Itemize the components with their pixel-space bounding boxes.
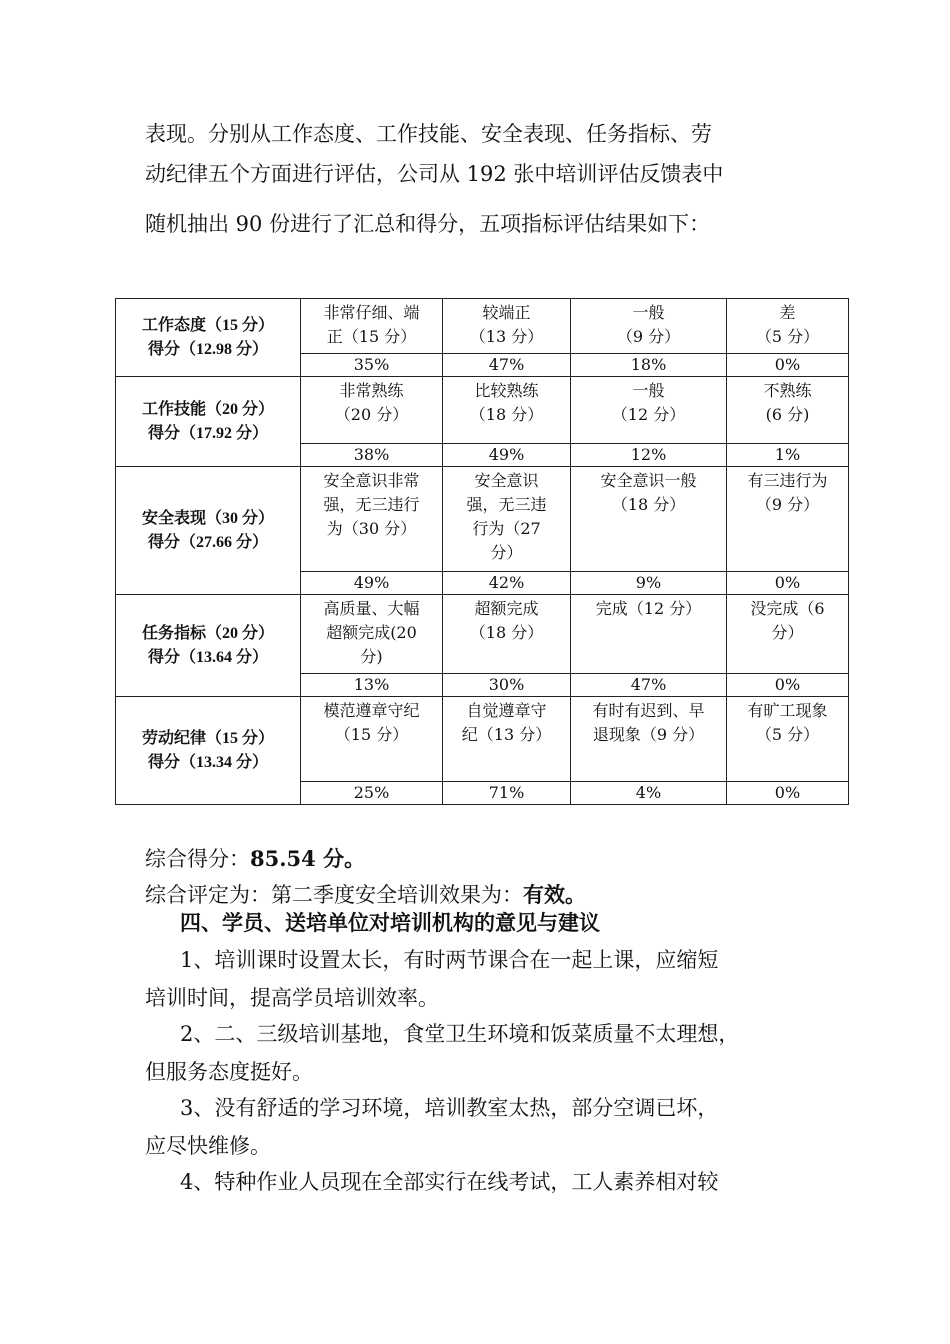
table-row — [116, 467, 849, 572]
option-text: 完成（12 分） — [595, 599, 702, 618]
total-score-label: 综合得分： — [145, 847, 250, 871]
percentage-cell: 25% — [301, 782, 443, 805]
percentage-cell: 18% — [571, 354, 727, 377]
option-text: 安全意识一般 — [600, 471, 697, 490]
option-text: （18 分） — [469, 623, 544, 642]
option-text: 安全意识 — [474, 471, 539, 490]
category-name: 劳动纪律（15 分） — [141, 729, 274, 747]
option-text: 较端正 — [482, 303, 531, 322]
option-text: 有时有迟到、早 — [592, 701, 705, 720]
option-text: 分） — [771, 623, 804, 642]
option-text: 有旷工现象 — [747, 701, 828, 720]
category-cell — [116, 595, 301, 697]
percentage-cell: 0% — [727, 354, 849, 377]
option-cell — [301, 299, 443, 354]
table-row — [116, 595, 849, 674]
category-score: 得分（12.98 分） — [147, 340, 268, 358]
option-text: 非常仔细、端 — [323, 303, 420, 322]
option-text: （5 分） — [755, 725, 820, 744]
suggestion-3-line-2: 应尽快维修。 — [145, 1134, 271, 1158]
option-text: （15 分） — [334, 725, 409, 744]
category-score: 得分（13.64 分） — [147, 648, 268, 666]
suggestion-1-line-2: 培训时间，提高学员培训效率。 — [145, 986, 439, 1010]
option-text: 高质量、大幅 — [323, 599, 420, 618]
percentage-cell: 42% — [443, 572, 571, 595]
option-cell — [301, 697, 443, 782]
option-cell — [301, 595, 443, 674]
section-heading: 四、学员、送培单位对培训机构的意见与建议 — [180, 910, 600, 935]
category-name: 工作态度（15 分） — [141, 316, 274, 334]
option-cell — [571, 467, 727, 572]
option-text: 正（15 分） — [326, 327, 417, 346]
option-text: （18 分） — [469, 405, 544, 424]
option-cell — [571, 697, 727, 782]
option-cell — [301, 377, 443, 444]
option-text: 为（30 分） — [326, 519, 417, 538]
percentage-cell: 71% — [443, 782, 571, 805]
option-text: 超额完成 — [474, 599, 539, 618]
category-score: 得分（27.66 分） — [147, 533, 268, 551]
option-cell — [571, 299, 727, 354]
category-cell — [116, 697, 301, 805]
option-cell — [727, 377, 849, 444]
intro-line-3: 随机抽出 90 份进行了汇总和得分，五项指标评估结果如下： — [145, 212, 711, 236]
overall-evaluation-value: 有效。 — [523, 882, 586, 907]
category-name: 工作技能（20 分） — [141, 400, 274, 418]
option-text: 没完成（6 — [750, 599, 825, 618]
option-text: 自觉遵章守 — [466, 701, 547, 720]
percentage-cell: 47% — [571, 674, 727, 697]
percentage-cell: 0% — [727, 572, 849, 595]
total-score — [145, 848, 825, 870]
percentage-cell: 0% — [727, 782, 849, 805]
percentage-cell: 49% — [301, 572, 443, 595]
intro-line-1: 表现。分别从工作态度、工作技能、安全表现、任务指标、劳 — [145, 122, 712, 146]
option-cell — [727, 467, 849, 572]
suggestion-2-line-1: 2、二、三级培训基地，食堂卫生环境和饭菜质量不太理想， — [180, 1022, 740, 1046]
option-text: （9 分） — [616, 327, 681, 346]
option-cell — [727, 299, 849, 354]
percentage-cell: 12% — [571, 444, 727, 467]
category-score: 得分（13.34 分） — [147, 753, 268, 771]
option-text: （20 分） — [334, 405, 409, 424]
option-text: 行为（27 — [472, 519, 541, 538]
percentage-cell: 4% — [571, 782, 727, 805]
percentage-cell: 38% — [301, 444, 443, 467]
suggestion-3-line-1: 3、没有舒适的学习环境，培训教室太热，部分空调已坏， — [180, 1096, 719, 1120]
table-row — [116, 377, 849, 444]
percentage-cell: 13% — [301, 674, 443, 697]
total-score-value: 85.54 分。 — [250, 846, 366, 871]
option-text: （9 分） — [755, 495, 820, 514]
overall-evaluation — [145, 884, 825, 906]
percentage-cell: 1% — [727, 444, 849, 467]
option-text: （5 分） — [755, 327, 820, 346]
option-text: 分） — [490, 543, 523, 562]
option-text: 强，无三违行 — [323, 495, 420, 514]
option-text: （18 分） — [611, 495, 686, 514]
option-text: 纪（13 分） — [461, 725, 552, 744]
option-text: 差 — [779, 303, 796, 322]
category-score: 得分（17.92 分） — [147, 424, 268, 442]
option-text: 有三违行为 — [747, 471, 828, 490]
option-text: 一般 — [632, 381, 665, 400]
percentage-cell: 35% — [301, 354, 443, 377]
option-cell — [727, 697, 849, 782]
option-text: 非常熟练 — [339, 381, 404, 400]
suggestion-4-line-1: 4、特种作业人员现在全部实行在线考试，工人素养相对较 — [180, 1170, 719, 1194]
evaluation-table — [115, 298, 849, 805]
category-cell — [116, 467, 301, 595]
option-cell — [443, 467, 571, 572]
option-text: （13 分） — [469, 327, 544, 346]
table-row — [116, 697, 849, 782]
percentage-cell: 30% — [443, 674, 571, 697]
option-text: （12 分） — [611, 405, 686, 424]
category-cell — [116, 377, 301, 467]
option-text: 模范遵章守纪 — [323, 701, 420, 720]
option-text: 强，无三违 — [466, 495, 547, 514]
intro-line-2: 动纪律五个方面进行评估，公司从 192 张中培训评估反馈表中 — [145, 162, 724, 186]
option-cell — [571, 377, 727, 444]
option-cell — [571, 595, 727, 674]
option-text: (6 分) — [765, 405, 810, 424]
option-cell — [301, 467, 443, 572]
percentage-cell: 47% — [443, 354, 571, 377]
option-cell — [443, 299, 571, 354]
category-name: 任务指标（20 分） — [141, 624, 274, 642]
percentage-cell: 49% — [443, 444, 571, 467]
table-row — [116, 299, 849, 354]
option-cell — [443, 697, 571, 782]
option-text: 比较熟练 — [474, 381, 539, 400]
option-text: 退现象（9 分） — [592, 725, 705, 744]
suggestion-1-line-1: 1、培训课时设置太长，有时两节课合在一起上课，应缩短 — [180, 948, 719, 972]
overall-evaluation-label: 综合评定为：第二季度安全培训效果为： — [145, 883, 523, 907]
option-cell — [727, 595, 849, 674]
percentage-cell: 0% — [727, 674, 849, 697]
percentage-cell: 9% — [571, 572, 727, 595]
option-text: 一般 — [632, 303, 665, 322]
option-text: 分) — [360, 647, 383, 666]
category-name: 安全表现（30 分） — [141, 509, 274, 527]
category-cell — [116, 299, 301, 377]
option-text: 不熟练 — [763, 381, 812, 400]
option-text: 安全意识非常 — [323, 471, 420, 490]
option-cell — [443, 377, 571, 444]
suggestion-2-line-2: 但服务态度挺好。 — [145, 1060, 313, 1084]
option-text: 超额完成(20 — [326, 623, 417, 642]
option-cell — [443, 595, 571, 674]
